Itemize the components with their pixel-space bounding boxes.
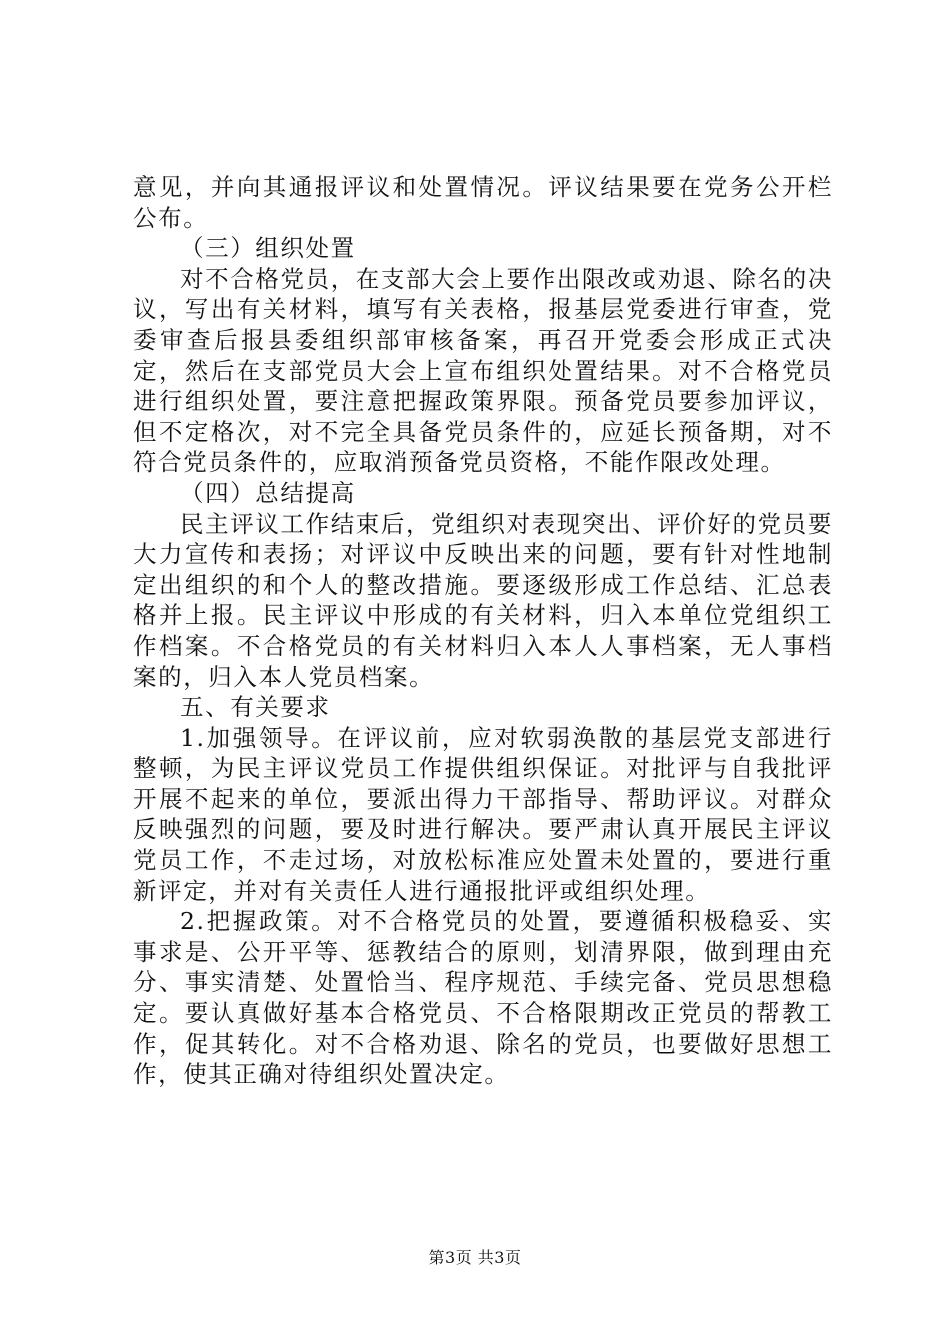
page-number-label: 第3页 共3页 [428,1248,522,1267]
paragraph-continuation: 意见，并向其通报评议和处置情况。评议结果要在党务公开栏公布。 [133,173,833,232]
paragraph-organizational-disposal: 对不合格党员，在支部大会上要作出限改或劝退、除名的决议，写出有关材料，填写有关表格，报基层党委进行审查，党委审查后报县委组织部审核备案，再召开党委会形成正式决定，然后在支部党员大会上宣布组织处置结果。对不合格党员进行组织处置，要注意把握政策界限。预备党员要参加评议，但不定格次，对不完全具备党员条件的，应延长预备期，对不符合党员条件的，应取消预备党员资格，不能作限改处理。 [133,264,833,477]
paragraph-summary: 民主评议工作结束后，党组织对表现突出、评价好的党员要大力宣传和表扬；对评议中反映出来的问题，要有针对性地制定出组织的和个人的整改措施。要逐级形成工作总结、汇总表格并上报。民主评议中形成的有关材料，归入本单位党组织工作档案。不合格党员的有关材料归入本人人事档案，无人事档案的，归入本人党员档案。 [133,509,833,691]
section-heading-organizational-disposal: （三）组织处置 [180,234,356,263]
document-body [133,172,833,1090]
paragraph-requirement-leadership: 1.加强领导。在评议前，应对软弱涣散的基层党支部进行整顿，为民主评议党员工作提供组织保证。对批评与自我批评开展不起来的单位，要派出得力干部指导、帮助评议。对群众反映强烈的问题，要及时进行解决。要严肃认真开展民主评议党员工作，不走过场，对放松标准应处置未处置的，要进行重新评定，并对有关责任人进行通报批评或组织处理。 [133,723,833,905]
section-heading-requirements: 五、有关要求 [180,693,331,722]
section-heading-summary: （四）总结提高 [180,478,356,507]
paragraph-requirement-policy: 2.把握政策。对不合格党员的处置，要遵循积极稳妥、实事求是、公开平等、惩教结合的原则，划清界限，做到理由充分、事实清楚、处置恰当、程序规范、手续完备、党员思想稳定。要认真做好基本合格党员、不合格限期改正党员的帮教工作，促其转化。对不合格劝退、除名的党员，也要做好思想工作，使其正确对待组织处置决定。 [133,907,833,1089]
page-footer [0,1245,950,1268]
